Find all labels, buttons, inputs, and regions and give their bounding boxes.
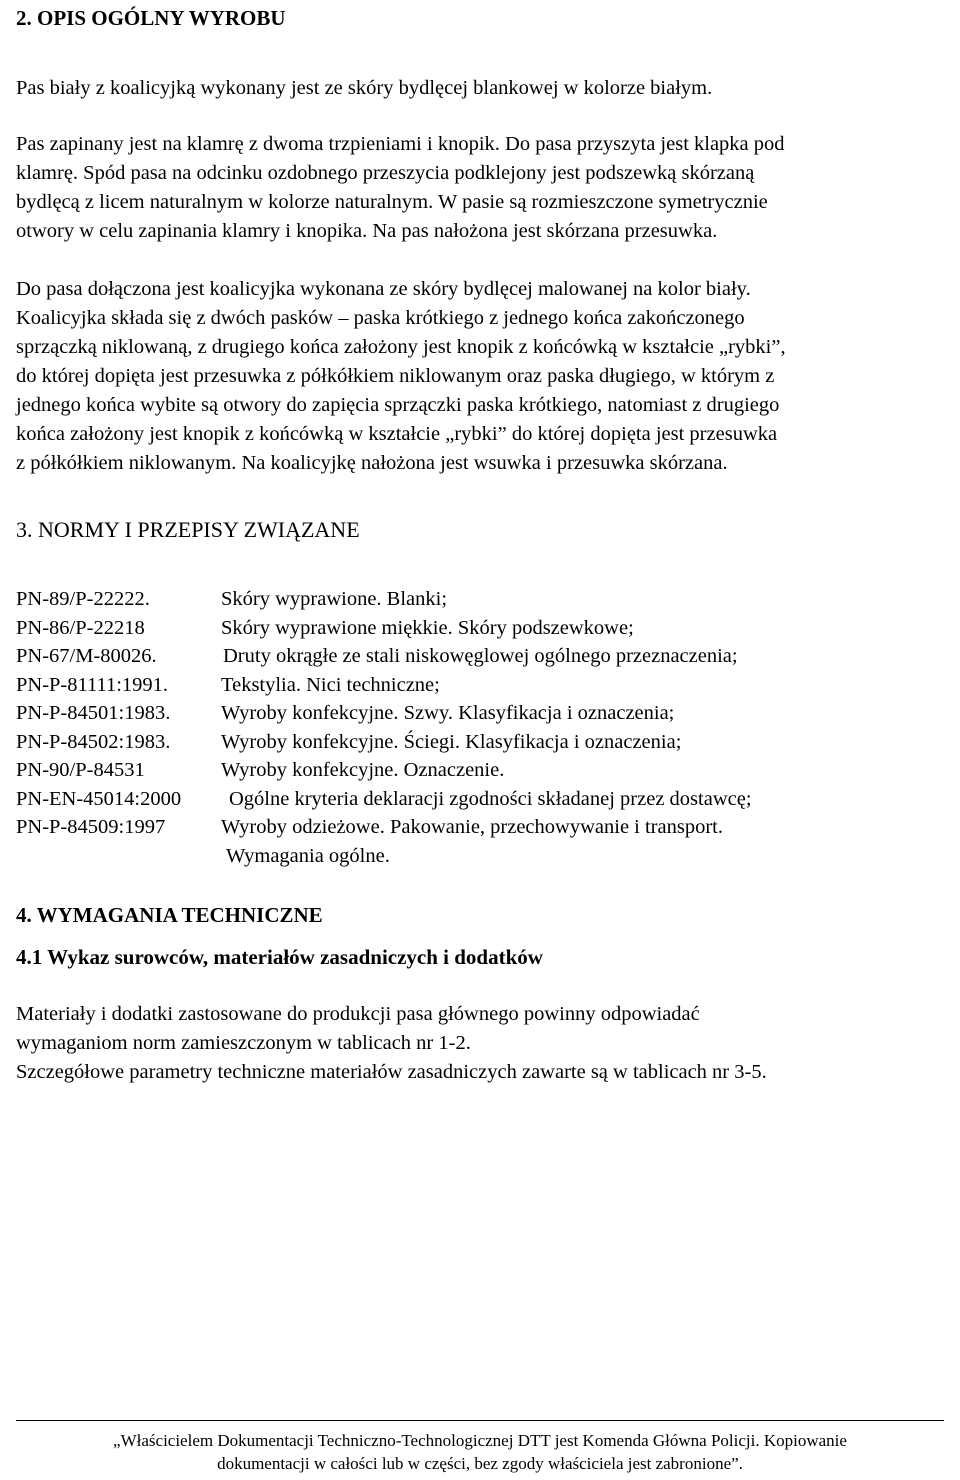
standard-description: Skóry wyprawione. Blanki; (221, 588, 448, 610)
text-line: klamrę. Spód pasa na odcinku ozdobnego przeszycia podklejony jest podszewką skórzaną (16, 162, 755, 184)
standard-row (16, 785, 951, 814)
standard-code: PN-86/P-22218 (16, 616, 145, 639)
standard-description: Wyroby konfekcyjne. Oznaczenie. (221, 759, 505, 781)
section-2-paragraph-2 (16, 130, 951, 246)
text-line: otwory w celu zapinania klamry i knopika. Na pas nałożona jest skórzana przesuwka. (16, 220, 718, 242)
footer-line: dokumentacji w całości lub w części, bez zgody właściciela jest zabronione”. (217, 1454, 743, 1473)
text-line: jednego końca wybite są otwory do zapięcia sprzączki paska krótkiego, natomiast z drugiego (16, 394, 780, 416)
standard-row (16, 671, 951, 700)
text-line: do której dopięta jest przesuwka z półkółkiem niklowanym oraz paska długiego, w którym z (16, 365, 775, 387)
standard-row (16, 728, 951, 757)
standard-description: Ogólne kryteria deklaracji zgodności składanej przez dostawcę; (229, 787, 752, 810)
text-line: Pas biały z koalicyjką wykonany jest ze skóry bydlęcej blankowej w kolorze białym. (16, 77, 713, 99)
text-line: Szczegółowe parametry techniczne materiałów zasadniczych zawarte są w tablicach nr 3-5. (16, 1061, 767, 1083)
standard-description: Druty okrągłe ze stali niskowęglowej ogólnego przeznaczenia; (223, 645, 738, 667)
text-line: bydlęcą z licem naturalnym w kolorze naturalnym. W pasie są rozmieszczone symetrycznie (16, 191, 768, 213)
copyright-footer (16, 1420, 944, 1475)
section-4-paragraph-1 (16, 1000, 951, 1087)
section-2-paragraph-3 (16, 275, 951, 478)
text-line: Materiały i dodatki zastosowane do produkcji pasa głównego powinny odpowiadać (16, 1003, 700, 1025)
standard-code: PN-P-84501:1983. (16, 702, 171, 724)
section-4-heading: 4. WYMAGANIA TECHNICZNE (16, 903, 323, 927)
text-line: Koalicyjka składa się z dwóch pasków – paska krótkiego z jednego końca zakończonego (16, 307, 745, 329)
standard-code: PN-67/M-80026. (16, 645, 157, 667)
standard-description: Wyroby odzieżowe. Pakowanie, przechowywanie i transport. (221, 816, 723, 838)
section-2-heading: 2. OPIS OGÓLNY WYROBU (16, 6, 286, 30)
standard-description: Wyroby konfekcyjne. Szwy. Klasyfikacja i oznaczenia; (221, 702, 675, 724)
standard-code: PN-P-84502:1983. (16, 730, 171, 753)
standard-row (16, 813, 951, 842)
standard-description: Wyroby konfekcyjne. Ściegi. Klasyfikacja i oznaczenia; (221, 730, 682, 753)
standard-row (16, 585, 951, 614)
standard-code: PN-90/P-84531 (16, 759, 145, 781)
text-line: wymaganiom norm zamieszczonym w tablicach nr 1-2. (16, 1032, 471, 1054)
standard-row (16, 756, 951, 785)
footer-line: „Właścicielem Dokumentacji Techniczno-Technologicznej DTT jest Komenda Główna Policji. Kopiowanie (113, 1431, 847, 1450)
text-line: z półkółkiem niklowanym. Na koalicyjkę nałożona jest wsuwka i przesuwka skórzana. (16, 452, 728, 474)
standard-description: Wymagania ogólne. (226, 844, 390, 867)
standard-description: Tekstylia. Nici techniczne; (221, 673, 440, 696)
standard-code: PN-89/P-22222. (16, 588, 150, 610)
section-4-1-heading: 4.1 Wykaz surowców, materiałów zasadniczych i dodatków (16, 945, 543, 969)
standard-code: PN-P-84509:1997 (16, 816, 166, 838)
standard-row (16, 842, 951, 871)
section-3-heading: 3. NORMY I PRZEPISY ZWIĄZANE (16, 517, 360, 542)
text-line: końca założony jest knopik z końcówką w kształcie „rybki” do której dopięta jest przesuwka (16, 423, 778, 445)
standard-row (16, 699, 951, 728)
standard-description: Skóry wyprawione miękkie. Skóry podszewkowe; (221, 616, 634, 639)
standard-row (16, 642, 951, 671)
text-line: Pas zapinany jest na klamrę z dwoma trzpieniami i knopik. Do pasa przyszyta jest klapka pod (16, 133, 785, 155)
standards-list (16, 585, 951, 870)
text-line: Do pasa dołączona jest koalicyjka wykonana ze skóry bydlęcej malowanej na kolor biały. (16, 278, 751, 300)
standard-row (16, 614, 951, 643)
text-line: sprzączką niklowaną, z drugiego końca założony jest knopik z końcówką w kształcie „rybki”, (16, 336, 786, 358)
section-2-paragraph-1 (16, 74, 951, 103)
standard-code: PN-P-81111:1991. (16, 673, 169, 696)
standard-code: PN-EN-45014:2000 (16, 787, 182, 810)
